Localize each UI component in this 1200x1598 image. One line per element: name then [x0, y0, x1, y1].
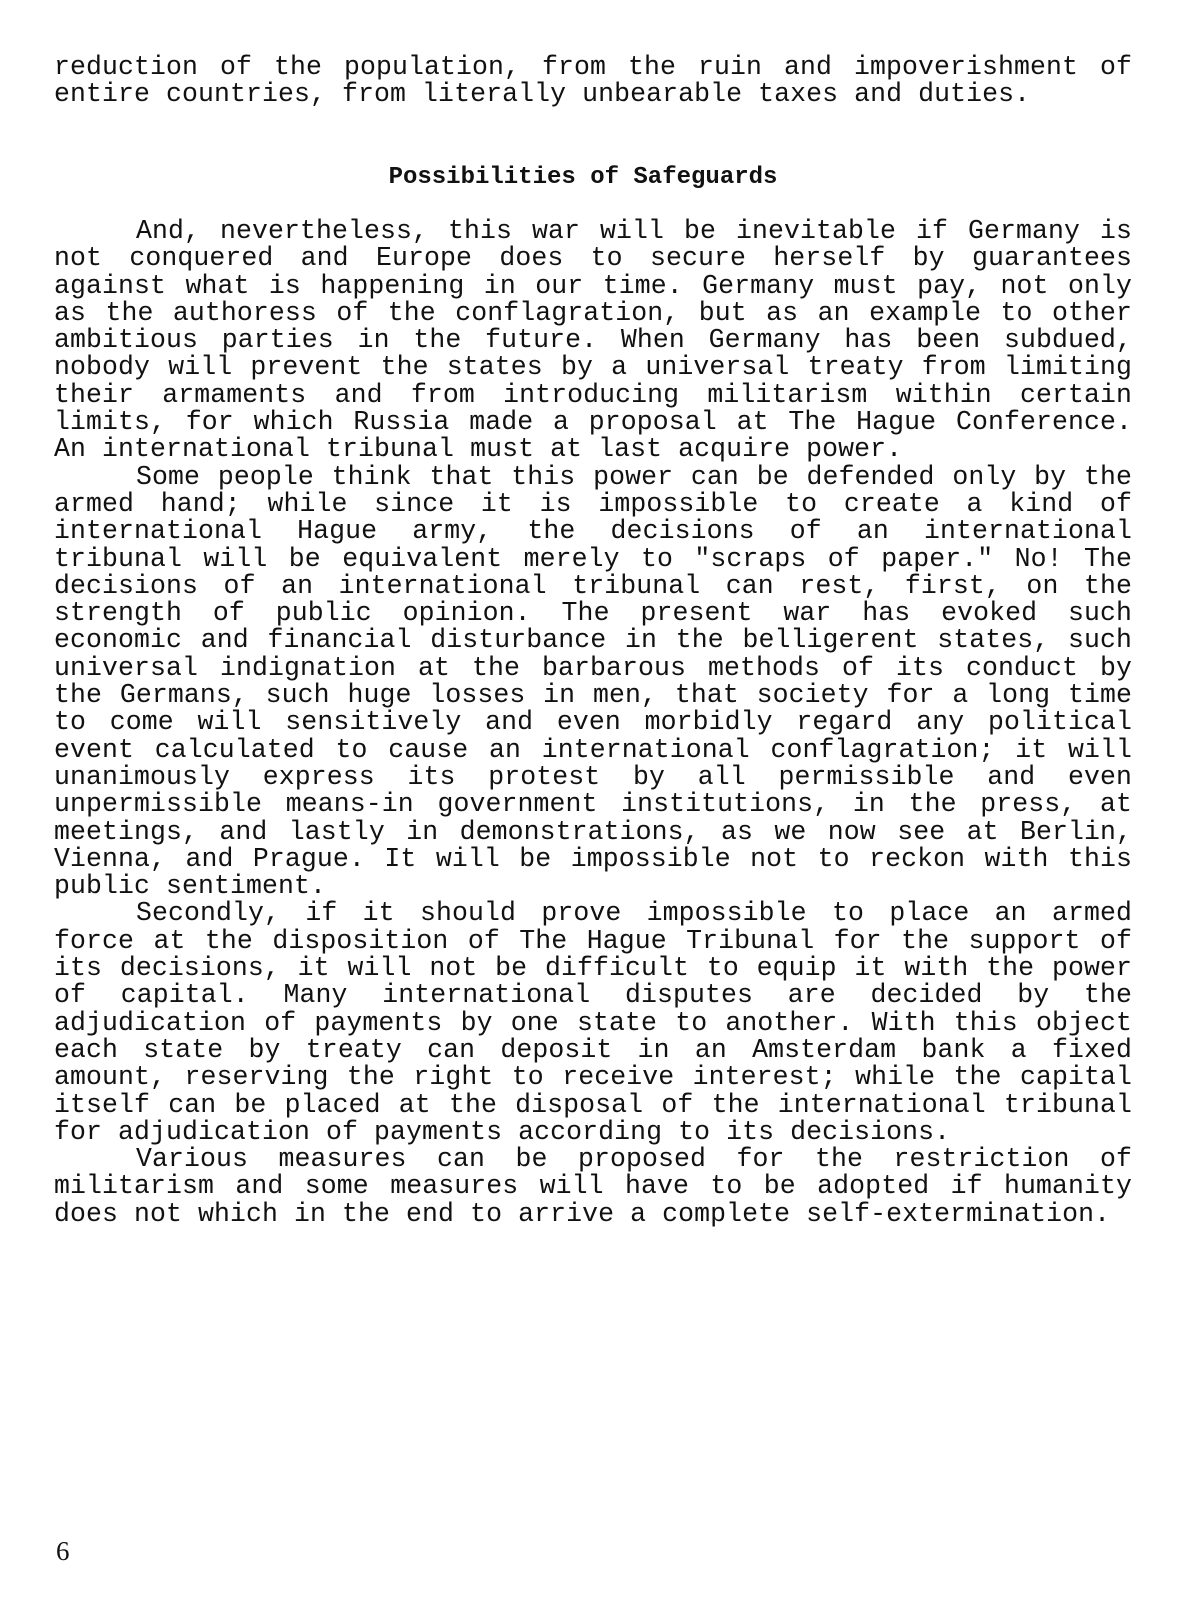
paragraph-2: Some people think that this power can be defended only by the armed hand; while since it is impossible to create a kind of international Hague army, the decisions of an international tribunal will be equivalent merely to "scraps of paper." No! The decisions of an international tribunal can rest, first, on the strength of public opinion. The present war has evoked such economic and financial disturbance in the belligerent states, such universal indignation at the barbarous methods of its conduct by the Germans, such huge losses in men, that society for a long time to come will sensitively and even morbidly regard any political event calculated to cause an international conflagration; it will unanimously express its protest by all permissible and even unpermissible means-in government institutions, in the press, at meetings, and lastly in demonstrations, as we now see at Berlin, Vienna, and Prague. It will be impossible not to reckon with this public sentiment.	[54, 461, 1132, 902]
lead-paragraph-block	[54, 54, 1132, 109]
paragraph-1: And, nevertheless, this war will be inevitable if Germany is not conquered and Europe does to secure herself by guarantees against what is happening in our time. Germany must pay, not only as the authoress of the conflagration, but as an example to other ambitious parties in the future. When Germany has been subdued, nobody will prevent the states by a universal treaty from limiting their armaments and from introducing militarism within certain limits, for which Russia made a proposal at The Hague Conference. An international tribunal must at last acquire power.	[54, 216, 1132, 465]
lead-paragraph: reduction of the population, from the ruin and impoverishment of entire countries, from literally unbearable taxes and duties.	[54, 52, 1132, 110]
section-heading: Possibilities of Safeguards	[388, 164, 778, 191]
paragraph-4: Various measures can be proposed for the restriction of militarism and some measures will have to be adopted if humanity does not which in the end to arrive a complete self-extermination.	[54, 1144, 1132, 1229]
paragraph-3: Secondly, if it should prove impossible to place an armed force at the disposition of The Hague Tribunal for the support of its decisions, it will not be difficult to equip it with the power of capital. Many international disputes are decided by the adjudication of payments by one state to another. With this object each state by treaty can deposit in an Amsterdam bank a fixed amount, reserving the right to receive interest; while the capital itself can be placed at the disposal of the international tribunal for adjudication of payments according to its decisions.	[54, 898, 1132, 1147]
page-number: 6	[56, 1536, 70, 1566]
body-text	[54, 218, 1132, 1228]
